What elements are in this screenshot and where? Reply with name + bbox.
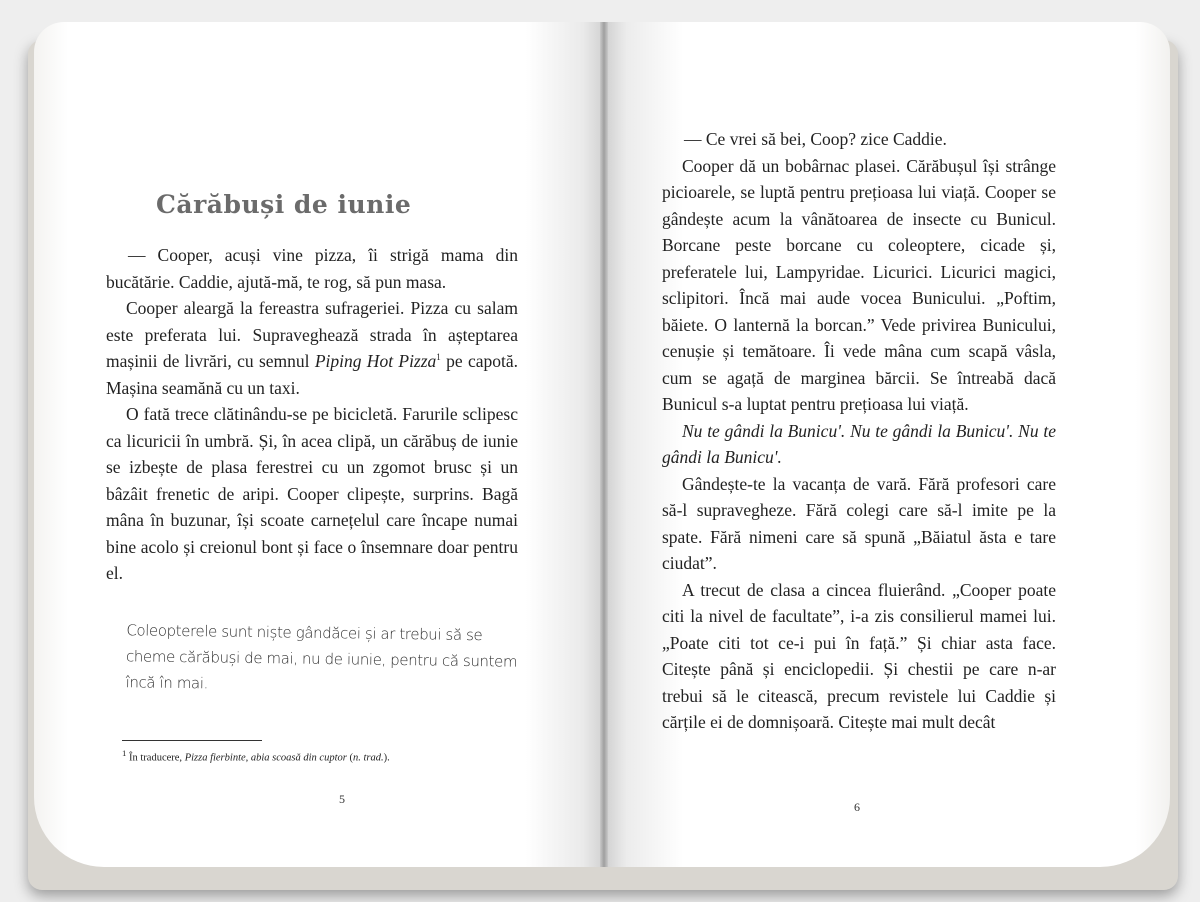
left-paragraph-3: O fată trece clătinându-se pe bicicletă. Farurile sclipesc ca licuricii în umbră. Și, în acea clipă, un cărăbuș de iunie se izbește de plasa ferestrei cu un zgomot brusc și un bâzâit frenetic de aripi. Cooper clipește, surprins. Bagă mâna în buzunar, își scoate carnețelul care încape numai bine acolo și creionul bont și face o însemnare doar pentru el. [106, 404, 518, 583]
page-number-right: 6 [854, 800, 860, 814]
footnote-reference[interactable]: 1 [436, 352, 441, 363]
handwritten-note: Coleopterele sunt niște gândăcei și ar trebui să se cheme cărăbuși de mai, nu de iunie, pentru că suntem încă în mai. [125, 621, 518, 693]
chapter-title: Cărăbuși de iunie [156, 190, 412, 219]
footnote-italic-2: n. trad. [352, 752, 384, 764]
right-page-text [662, 126, 1056, 736]
left-paragraph-1: — Cooper, acuși vine pizza, îi strigă mama din bucătărie. Caddie, ajută-mă, te rog, să pun masa. [106, 245, 518, 292]
book-spine-gutter [600, 22, 608, 867]
right-paragraph-3: Nu te gândi la Bunicu'. Nu te gândi la Bunicu'. Nu te gândi la Bunicu'. [662, 420, 1056, 467]
page-number-left: 5 [339, 792, 345, 806]
footnote-text-mid: ( [346, 752, 353, 764]
footnote-text-start: În traducere, [126, 752, 185, 764]
left-paragraph-2 [106, 295, 518, 401]
footnote-divider [122, 740, 262, 741]
left-paragraph-2-italic: Piping Hot Pizza [314, 351, 437, 371]
right-paragraph-1: — Ce vrei să bei, Coop? zice Caddie. [684, 129, 947, 149]
footnote-number: 1 [122, 748, 127, 758]
right-paragraph-5: A trecut de clasa a cincea fluierând. „Cooper poate citi la nivel de facultate”, i-a zis consilierul mamei lui. „Poate citi tot ce-i pui în față.” Și chiar asta face. Citește până și enciclopedii. Și chestii pe care n-ar trebui să le citească, precum revistele lui Caddie și cărțile ei de domnișoară. Citește mai mult decât [662, 579, 1056, 732]
left-paragraph-2-start: Cooper aleargă la fereastra sufrageriei. Pizza cu salam este preferata lui. Supraveghează strada în așteptarea mașinii de livrări, cu semnul [106, 298, 518, 371]
right-paragraph-4: Gândește-te la vacanța de vară. Fără profesori care să-l supravegheze. Fără colegi care să-l imite pe la spate. Fără nimeni care să spună „Băiatul ăsta e tare ciudat”. [662, 473, 1056, 573]
right-paragraph-2: Cooper dă un bobârnac plasei. Cărăbușul își strânge picioarele, se luptă pentru prețioasa lui viață. Cooper se gândește acum la vânătoarea de insecte cu Bunicul. Borcane peste borcane cu coleoptere, cicade și, preferatele lui, Lampyridae. Licurici. Licurici magici, sclipitori. Încă mai aude vocea Bunicului. „Poftim, băiete. O lanternă la borcan.” Vede privirea Bunicului, cenușie și temătoare. Îi vede mâna cum scapă vâsla, cum se agață de marginea bărcii. Se întreabă dacă Bunicul s-a luptat pentru prețioasa lui viață. [662, 155, 1056, 414]
footnote [122, 746, 482, 766]
left-paragraph-2-end: pe capotă. Mașina seamănă cu un taxi. [106, 351, 518, 398]
footnote-text-end: ). [383, 752, 390, 764]
left-page-text [106, 242, 518, 587]
footnote-italic: Pizza fierbinte, abia scoasă din cuptor [184, 752, 347, 764]
